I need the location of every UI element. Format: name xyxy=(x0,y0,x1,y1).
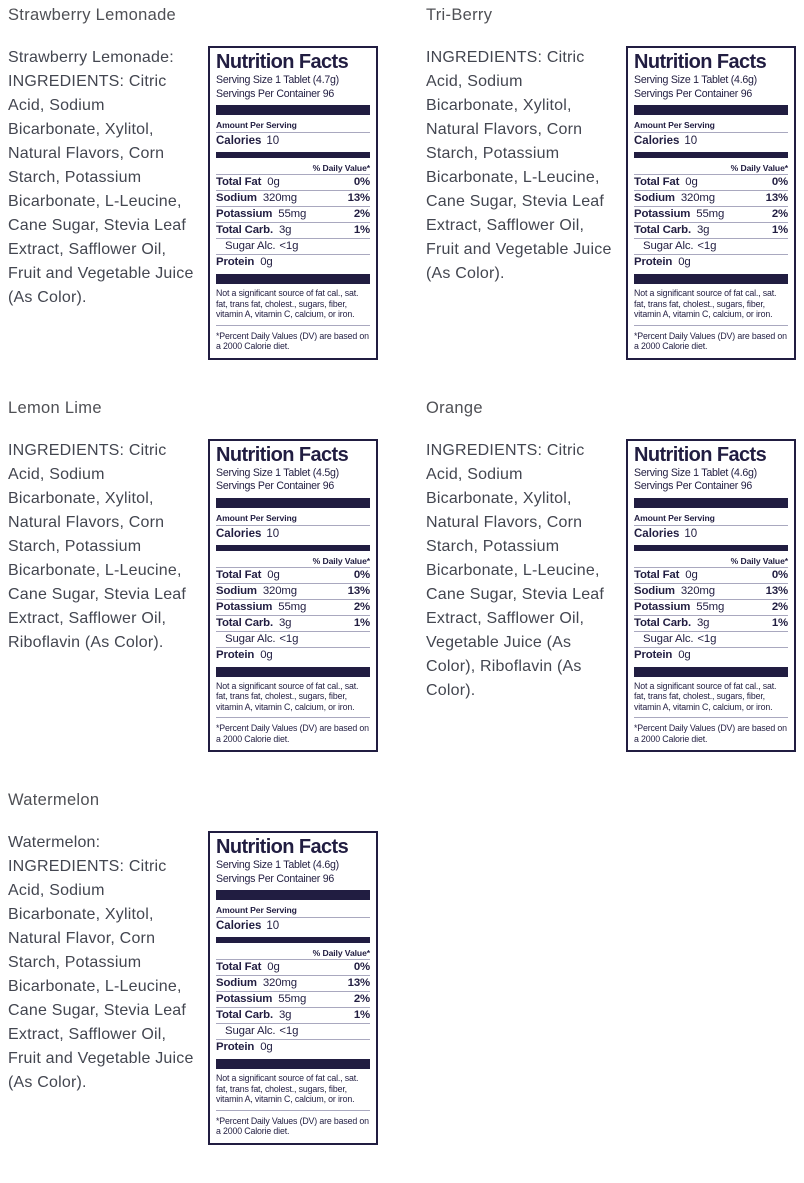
nutrient-name: Total Fat xyxy=(634,568,680,581)
panel-body xyxy=(8,831,378,1145)
nutrient-row-sub xyxy=(216,1024,370,1040)
flavor-panel-tri-berry xyxy=(426,5,796,360)
nutrient-name: Sugar Alc. xyxy=(225,632,276,645)
divider-bar-thick xyxy=(634,667,788,677)
nutrient-daily-value: 0% xyxy=(353,568,370,581)
ingredients-text: Watermelon: INGREDIENTS: Citric Acid, Sodium Bicarbonate, Xylitol, Natural Flavor, Corn Starch, Potassium Bicarbonate, L-Leucine, Cane Sugar, Stevia Leaf Extract, Safflower Oil, Fruit and Vegetable Juice (As Color). xyxy=(8,834,194,1091)
nutrient-row xyxy=(216,568,370,584)
nutrient-name: Total Fat xyxy=(216,176,262,188)
divider-bar-medium xyxy=(216,545,370,551)
ingredients-text: Strawberry Lemonade: INGREDIENTS: Citric Acid, Sodium Bicarbonate, Xylitol, Natural Flavors, Corn Starch, Potassium Bicarbonate, L-Leucine, Cane Sugar, Stevia Leaf Extract, Safflower Oil, Fruit and Vegetable Juice (As Color). xyxy=(8,49,194,306)
nutrient-amount: 320mg xyxy=(262,192,297,204)
nutrient-amount: 55mg xyxy=(278,600,307,613)
nutrition-facts-label xyxy=(208,439,378,753)
divider-bar-medium xyxy=(216,937,370,943)
nutrient-daily-value: 0% xyxy=(771,568,788,581)
serving-info xyxy=(634,74,788,101)
calories-row xyxy=(634,133,788,149)
nutrient-name: Sugar Alc. xyxy=(225,1025,276,1037)
nutrient-daily-value: 13% xyxy=(347,192,370,204)
nutrient-row xyxy=(216,1040,370,1055)
flavor-heading: Lemon Lime xyxy=(8,398,102,417)
nutrient-amount: 0g xyxy=(267,568,280,581)
nutrient-name: Sodium xyxy=(216,977,257,989)
calories-label: Calories xyxy=(216,527,262,540)
flavor-panel-lemon-lime xyxy=(8,398,378,753)
calories-label: Calories xyxy=(216,135,262,147)
label-footnote-daily-values: *Percent Daily Values (DV) are based on a 2000 Calorie diet. xyxy=(634,717,788,744)
nutrient-amount: <1g xyxy=(279,1025,299,1037)
nutrient-amount: 0g xyxy=(260,1041,273,1053)
divider-bar-medium xyxy=(634,152,788,158)
nutrient-name: Potassium xyxy=(634,208,691,220)
daily-value-header: % Daily Value* xyxy=(634,554,788,568)
nutrient-name: Sodium xyxy=(634,584,675,597)
calories-value: 10 xyxy=(266,527,280,540)
nutrient-row xyxy=(634,600,788,616)
nutrient-name: Potassium xyxy=(216,600,273,613)
nutrient-row xyxy=(634,584,788,600)
panel-body xyxy=(426,439,796,753)
calories-value: 10 xyxy=(684,527,698,540)
nutrient-name: Sodium xyxy=(216,192,257,204)
nutrient-name: Sodium xyxy=(216,584,257,597)
panel-body xyxy=(8,46,378,360)
nutrient-name: Sugar Alc. xyxy=(643,632,694,645)
nutrient-name: Total Carb. xyxy=(216,1009,273,1021)
nutrition-facts-label xyxy=(208,831,378,1145)
nutrient-daily-value: 1% xyxy=(353,224,370,236)
nutrient-daily-value: 13% xyxy=(765,192,788,204)
nutrient-daily-value: 13% xyxy=(347,977,370,989)
calories-label: Calories xyxy=(216,920,262,932)
label-footnote-daily-values: *Percent Daily Values (DV) are based on a 2000 Calorie diet. xyxy=(216,325,370,352)
nutrient-name: Potassium xyxy=(634,600,691,613)
nutrient-amount: <1g xyxy=(279,240,299,252)
nutrient-row xyxy=(216,1008,370,1024)
nutrition-facts-label xyxy=(208,46,378,360)
divider-bar-thick xyxy=(634,274,788,284)
serving-size: Serving Size 1 Tablet (4.7g) xyxy=(216,74,339,86)
divider-bar-thick xyxy=(216,105,370,115)
daily-value-header: % Daily Value* xyxy=(216,161,370,175)
label-footnote: Not a significant source of fat cal., sat. fat, trans fat, cholest., sugars, fiber, vitamin A, vitamin C, calcium, or iron. xyxy=(634,680,777,712)
servings-per-container: Servings Per Container 96 xyxy=(216,87,334,100)
nutrient-daily-value: 2% xyxy=(353,993,370,1005)
nutrient-amount: 320mg xyxy=(262,977,297,989)
nutrient-daily-value: 2% xyxy=(353,600,370,613)
flavor-panel-watermelon xyxy=(8,790,378,1145)
divider-bar-thick xyxy=(216,274,370,284)
nutrient-amount: 3g xyxy=(697,224,710,236)
nutrient-amount: 55mg xyxy=(278,208,307,220)
amount-per-serving-label: Amount Per Serving xyxy=(634,119,788,133)
nutrient-row xyxy=(216,648,370,663)
nutrient-name: Total Carb. xyxy=(634,616,691,629)
nutrient-amount: 0g xyxy=(685,176,698,188)
nutrient-daily-value: 0% xyxy=(353,961,370,973)
nutrient-row xyxy=(216,191,370,207)
amount-per-serving-label: Amount Per Serving xyxy=(216,119,370,133)
nutrient-name: Potassium xyxy=(216,993,273,1005)
nutrient-amount: 0g xyxy=(678,648,691,661)
divider-bar-thick xyxy=(634,105,788,115)
divider-bar-medium xyxy=(634,545,788,551)
nutrient-row xyxy=(634,648,788,663)
nutrient-amount: <1g xyxy=(279,632,299,645)
nutrient-daily-value: 1% xyxy=(771,616,788,629)
nutrient-amount: 320mg xyxy=(680,192,715,204)
nutrient-row xyxy=(634,191,788,207)
nutrient-name: Sugar Alc. xyxy=(643,240,694,252)
nutrient-amount: 320mg xyxy=(680,584,715,597)
flavor-heading: Watermelon xyxy=(8,791,100,809)
nutrient-name: Protein xyxy=(216,648,255,661)
divider-bar-medium xyxy=(216,152,370,158)
label-footnote: Not a significant source of fat cal., sat. fat, trans fat, cholest., sugars, fiber, vitamin A, vitamin C, calcium, or iron. xyxy=(216,288,359,319)
nutrient-amount: 0g xyxy=(678,256,691,268)
nutrient-row-sub xyxy=(216,632,370,648)
nutrient-amount: 0g xyxy=(267,961,280,973)
calories-label: Calories xyxy=(634,135,680,147)
divider-bar-thick xyxy=(216,667,370,677)
nutrient-row xyxy=(216,600,370,616)
ingredients-text: INGREDIENTS: Citric Acid, Sodium Bicarbonate, Xylitol, Natural Flavors, Corn Starch, Potassium Bicarbonate, L-Leucine, Cane Sugar, Stevia Leaf Extract, Safflower Oil, Riboflavin (As Color). xyxy=(8,441,187,651)
nutrient-row xyxy=(634,175,788,191)
servings-per-container: Servings Per Container 96 xyxy=(634,480,752,492)
serving-size: Serving Size 1 Tablet (4.6g) xyxy=(634,74,757,86)
nutrient-row xyxy=(216,960,370,976)
nutrient-name: Protein xyxy=(634,648,673,661)
nutrition-facts-label xyxy=(626,439,796,753)
nutrient-row xyxy=(216,255,370,270)
serving-info xyxy=(216,74,370,101)
nutrient-row-sub xyxy=(634,632,788,648)
nutrient-amount: <1g xyxy=(697,632,717,645)
divider-bar-thick xyxy=(216,498,370,508)
label-footnote-daily-values: *Percent Daily Values (DV) are based on a 2000 Calorie diet. xyxy=(216,1110,370,1137)
nutrient-daily-value: 2% xyxy=(771,600,788,613)
panel-body xyxy=(8,439,378,753)
nutrition-facts-title: Nutrition Facts xyxy=(634,51,767,73)
nutrient-amount: 3g xyxy=(279,224,292,236)
nutrient-row-sub xyxy=(634,239,788,255)
ingredients-text: INGREDIENTS: Citric Acid, Sodium Bicarbonate, Xylitol, Natural Flavors, Corn Starch, Potassium Bicarbonate, L-Leucine, Cane Sugar, Stevia Leaf Extract, Safflower Oil, Fruit and Vegetable Juice (As Color). xyxy=(426,49,612,282)
serving-size: Serving Size 1 Tablet (4.6g) xyxy=(216,859,339,871)
nutrient-row xyxy=(634,223,788,239)
nutrient-row xyxy=(634,255,788,270)
calories-value: 10 xyxy=(266,920,280,932)
nutrient-amount: 3g xyxy=(697,616,710,629)
nutrient-name: Sugar Alc. xyxy=(225,240,276,252)
nutrient-name: Total Fat xyxy=(216,568,262,581)
nutrition-facts-title: Nutrition Facts xyxy=(216,836,349,858)
nutrient-name: Total Carb. xyxy=(634,224,691,236)
divider-bar-thick xyxy=(216,890,370,900)
nutrient-name: Sodium xyxy=(634,192,675,204)
nutrient-name: Total Fat xyxy=(216,961,262,973)
nutrient-amount: 55mg xyxy=(696,600,725,613)
nutrient-row xyxy=(634,616,788,632)
flavor-heading: Strawberry Lemonade xyxy=(8,6,177,24)
serving-info xyxy=(216,859,370,886)
nutrition-facts-title: Nutrition Facts xyxy=(634,443,767,466)
nutrient-amount: 55mg xyxy=(696,208,725,220)
nutrient-name: Total Carb. xyxy=(216,616,273,629)
calories-row xyxy=(634,526,788,542)
nutrient-amount: 0g xyxy=(260,256,273,268)
nutrition-facts-title: Nutrition Facts xyxy=(216,443,349,466)
calories-row xyxy=(216,526,370,542)
nutrient-name: Protein xyxy=(216,1041,255,1053)
nutrient-row xyxy=(216,584,370,600)
daily-value-header: % Daily Value* xyxy=(634,161,788,175)
nutrient-amount: 3g xyxy=(279,616,292,629)
nutrient-row xyxy=(634,207,788,223)
ingredients-text: INGREDIENTS: Citric Acid, Sodium Bicarbonate, Xylitol, Natural Flavors, Corn Starch, Potassium Bicarbonate, L-Leucine, Cane Sugar, Stevia Leaf Extract, Safflower Oil, Vegetable Juice (As Color), Riboflavin (As Color). xyxy=(426,441,605,699)
servings-per-container: Servings Per Container 96 xyxy=(216,480,334,492)
nutrient-daily-value: 1% xyxy=(353,616,370,629)
label-footnote-daily-values: *Percent Daily Values (DV) are based on a 2000 Calorie diet. xyxy=(216,717,370,744)
daily-value-header: % Daily Value* xyxy=(216,946,370,960)
panel-body xyxy=(426,46,796,360)
serving-size: Serving Size 1 Tablet (4.5g) xyxy=(216,466,339,479)
nutrient-name: Total Fat xyxy=(634,176,680,188)
nutrient-row xyxy=(634,568,788,584)
nutrient-amount: <1g xyxy=(697,240,717,252)
nutrient-amount: 0g xyxy=(260,648,273,661)
nutrient-row xyxy=(216,976,370,992)
nutrient-daily-value: 2% xyxy=(353,208,370,220)
servings-per-container: Servings Per Container 96 xyxy=(634,87,752,100)
nutrient-row xyxy=(216,175,370,191)
nutrient-daily-value: 13% xyxy=(765,584,788,597)
nutrient-daily-value: 13% xyxy=(347,584,370,597)
nutrient-amount: 320mg xyxy=(262,584,297,597)
serving-info xyxy=(634,467,788,494)
nutrient-daily-value: 2% xyxy=(771,208,788,220)
label-footnote-daily-values: *Percent Daily Values (DV) are based on a 2000 Calorie diet. xyxy=(634,325,788,352)
flavor-heading: Tri-Berry xyxy=(426,6,493,24)
nutrient-name: Total Carb. xyxy=(216,224,273,236)
nutrient-name: Protein xyxy=(216,256,255,268)
label-footnote: Not a significant source of fat cal., sat. fat, trans fat, cholest., sugars, fiber, vitamin A, vitamin C, calcium, or iron. xyxy=(634,288,777,319)
divider-bar-thick xyxy=(634,498,788,508)
label-footnote: Not a significant source of fat cal., sat. fat, trans fat, cholest., sugars, fiber, vitamin A, vitamin C, calcium, or iron. xyxy=(216,680,359,712)
nutrient-daily-value: 1% xyxy=(353,1009,370,1021)
nutrient-amount: 55mg xyxy=(278,993,307,1005)
nutrient-row-sub xyxy=(216,239,370,255)
label-footnote: Not a significant source of fat cal., sat. fat, trans fat, cholest., sugars, fiber, vitamin A, vitamin C, calcium, or iron. xyxy=(216,1073,359,1104)
divider-bar-thick xyxy=(216,1059,370,1069)
amount-per-serving-label: Amount Per Serving xyxy=(216,904,370,918)
nutrient-row xyxy=(216,992,370,1008)
nutrient-name: Protein xyxy=(634,256,673,268)
servings-per-container: Servings Per Container 96 xyxy=(216,872,334,885)
calories-value: 10 xyxy=(684,135,698,147)
nutrient-daily-value: 0% xyxy=(771,176,788,188)
nutrient-daily-value: 1% xyxy=(771,224,788,236)
calories-row xyxy=(216,918,370,934)
nutrient-row xyxy=(216,223,370,239)
nutrient-name: Potassium xyxy=(216,208,273,220)
nutrient-row xyxy=(216,207,370,223)
flavor-heading: Orange xyxy=(426,398,483,417)
daily-value-header: % Daily Value* xyxy=(216,554,370,568)
flavor-panel-orange xyxy=(426,398,796,753)
calories-row xyxy=(216,133,370,149)
calories-value: 10 xyxy=(266,135,280,147)
nutrient-amount: 0g xyxy=(685,568,698,581)
amount-per-serving-label: Amount Per Serving xyxy=(216,512,370,526)
nutrition-facts-label xyxy=(626,46,796,360)
calories-label: Calories xyxy=(634,527,680,540)
nutrient-daily-value: 0% xyxy=(353,176,370,188)
nutrient-amount: 0g xyxy=(267,176,280,188)
nutrient-row xyxy=(216,616,370,632)
flavor-panel-strawberry-lemonade xyxy=(8,5,378,360)
amount-per-serving-label: Amount Per Serving xyxy=(634,512,788,526)
nutrient-amount: 3g xyxy=(279,1009,292,1021)
nutrition-facts-title: Nutrition Facts xyxy=(216,51,349,73)
serving-info xyxy=(216,467,370,494)
serving-size: Serving Size 1 Tablet (4.6g) xyxy=(634,466,757,479)
